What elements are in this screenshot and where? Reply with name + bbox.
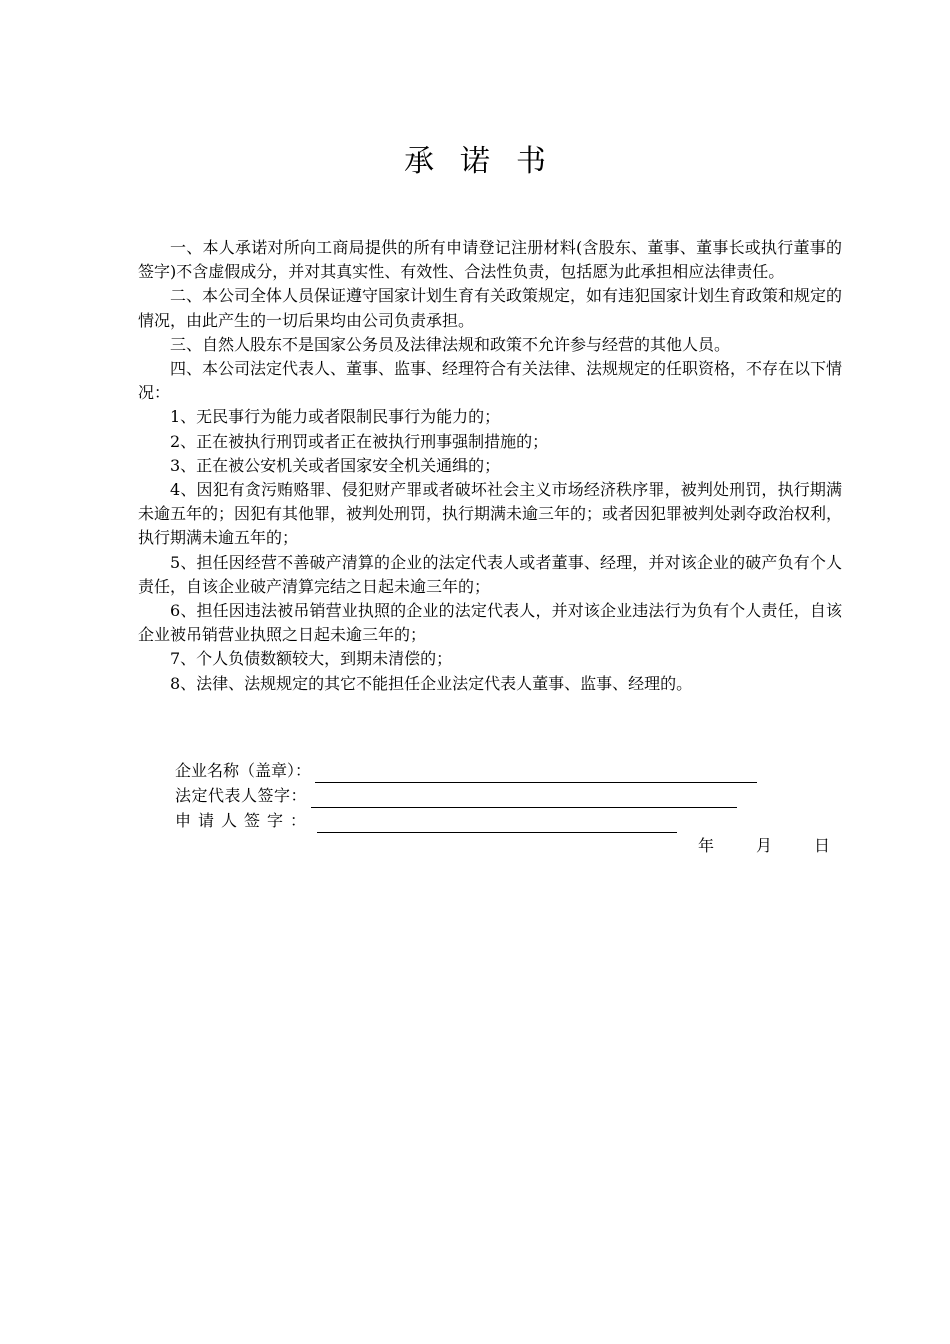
list-item-1: 1、无民事行为能力或者限制民事行为能力的； (170, 407, 501, 427)
document-body (138, 236, 842, 696)
paragraph-2: 二、本公司全体人员保证遵守国家计划生育有关政策规定，如有违犯国家计划生育政策和规定的情况，由此产生的一切后果均由公司负责承担。 (138, 286, 843, 330)
list-item-8: 8、法律、法规规定的其它不能担任企业法定代表人董事、监事、经理的。 (170, 673, 693, 693)
date-year: 年 (698, 836, 715, 855)
legal-rep-row (175, 784, 737, 808)
paragraph-3: 三、自然人股东不是国家公务员及法律法规和政策不允许参与经营的其他人员。 (170, 334, 731, 354)
date-row (698, 834, 830, 858)
applicant-label: 申请人签字： (175, 811, 314, 830)
list-item-5: 5、担任因经营不善破产清算的企业的法定代表人或者董事、经理，并对该企业的破产负有个人责任，自该企业破产清算完结之日起未逾三年的； (138, 552, 842, 596)
applicant-signature-field[interactable] (317, 814, 677, 833)
date-month: 月 (756, 836, 773, 855)
list-item-7: 7、个人负债数额较大，到期未清偿的； (170, 649, 453, 669)
legal-rep-label: 法定代表人签字： (175, 786, 308, 805)
company-name-row (175, 759, 757, 783)
document-title: 承诺书 (404, 144, 572, 179)
applicant-row (175, 809, 677, 833)
company-name-label: 企业名称（盖章）： (175, 761, 312, 780)
paragraph-4: 四、本公司法定代表人、董事、监事、经理符合有关法律、法规规定的任职资格，不存在以下情况： (138, 359, 843, 403)
company-name-field[interactable] (315, 764, 757, 783)
paragraph-1: 一、本人承诺对所向工商局提供的所有申请登记注册材料(含股东、董事、董事长或执行董事的签字)不含虚假成分，并对其真实性、有效性、合法性负责，包括愿为此承担相应法律责任。 (138, 238, 842, 282)
date-day: 日 (814, 836, 831, 855)
list-item-2: 2、正在被执行刑罚或者正在被执行刑事强制措施的； (170, 431, 549, 451)
legal-rep-signature-field[interactable] (311, 789, 737, 808)
list-item-4: 4、因犯有贪污贿赂罪、侵犯财产罪或者破坏社会主义市场经济秩序罪，被判处刑罚，执行期满未逾五年的；因犯有其他罪，被判处刑罚，执行期满未逾三年的；或者因犯罪被判处剥夺政治权利，执行期满未逾五年的； (138, 480, 843, 548)
list-item-3: 3、正在被公安机关或者国家安全机关通缉的； (170, 455, 501, 475)
list-item-6: 6、担任因违法被吊销营业执照的企业的法定代表人，并对该企业违法行为负有个人责任，自该企业被吊销营业执照之日起未逾三年的； (138, 601, 842, 645)
